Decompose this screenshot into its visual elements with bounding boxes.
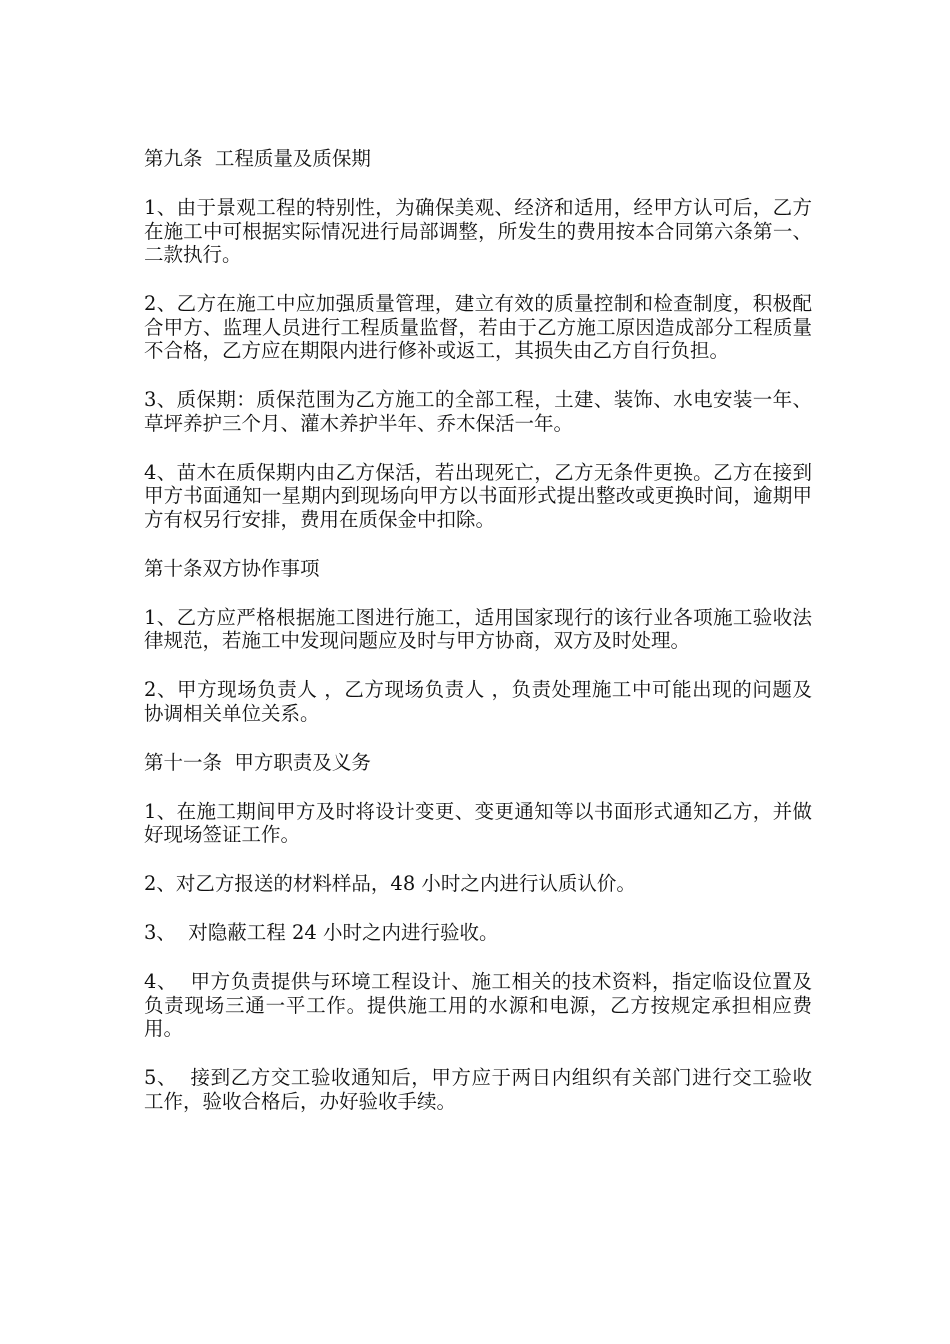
section-11-clause-5: 5、 接到乙方交工验收通知后，甲方应于两日内组织有关部门进行交工验收工作，验收合格后，办好验收手续。 [144,1066,812,1113]
section-9-clause-3: 3、质保期：质保范围为乙方施工的全部工程，土建、装饰、水电安装一年、草坪养护三个月、灌木养护半年、乔木保活一年。 [144,388,812,435]
section-9-clause-1: 1、由于景观工程的特别性，为确保美观、经济和适用，经甲方认可后，乙方在施工中可根据实际情况进行局部调整，所发生的费用按本合同第六条第一、二款执行。 [144,196,812,266]
section-10-clause-1: 1、乙方应严格根据施工图进行施工，适用国家现行的该行业各项施工验收法律规范，若施工中发现问题应及时与甲方协商，双方及时处理。 [144,605,812,652]
section-11-clause-2: 2、对乙方报送的材料样品，48 小时之内进行认质认价。 [144,872,636,895]
section-11-clause-4: 4、 甲方负责提供与环境工程设计、施工相关的技术资料，指定临设位置及负责现场三通一平工作。提供施工用的水源和电源，乙方按规定承担相应费用。 [144,970,812,1040]
section-9-clause-2: 2、乙方在施工中应加强质量管理，建立有效的质量控制和检查制度，积极配合甲方、监理人员进行工程质量监督，若由于乙方施工原因造成部分工程质量不合格，乙方应在期限内进行修补或返工，其损失由乙方自行负担。 [144,292,812,362]
section-11-clause-1: 1、在施工期间甲方及时将设计变更、变更通知等以书面形式通知乙方，并做好现场签证工作。 [144,799,812,846]
section-9-clause-4: 4、苗木在质保期内由乙方保活，若出现死亡，乙方无条件更换。乙方在接到甲方书面通知一星期内到现场向甲方以书面形式提出整改或更换时间，逾期甲方有权另行安排，费用在质保金中扣除。 [144,460,812,531]
section-10-clause-2: 2、甲方现场负责人 ，乙方现场负责人 ，负责处理施工中可能出现的问题及协调相关单位关系。 [144,678,812,725]
section-10-heading: 第十条双方协作事项 [144,556,320,580]
document-page [144,147,812,1139]
section-11-heading: 第十一条 甲方职责及义务 [144,750,371,774]
section-11-clause-3: 3、 对隐蔽工程 24 小时之内进行验收。 [144,921,499,944]
section-9-heading: 第九条 工程质量及质保期 [144,147,371,170]
